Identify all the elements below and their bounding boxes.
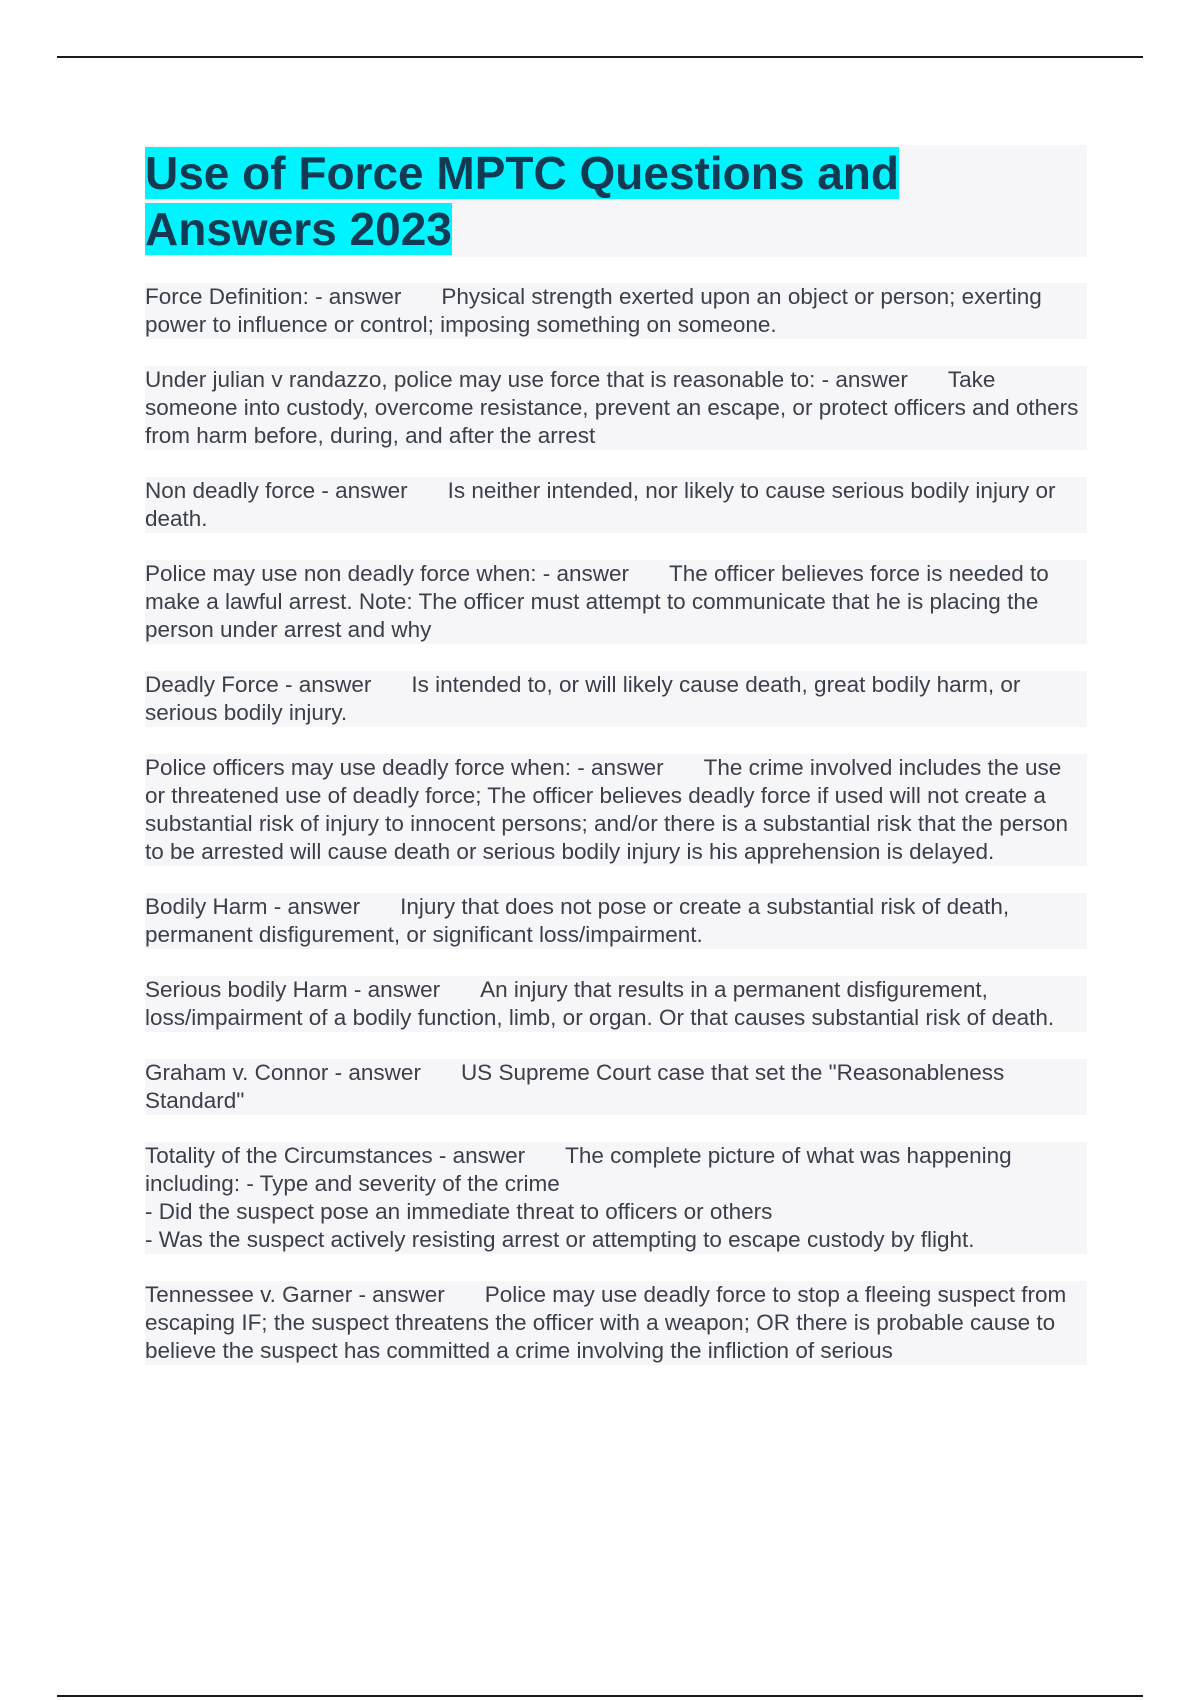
qa-definition: Injury that does not pose or create a substantial risk of death, permanent disfigurement, or significant loss/impairment. [145,894,1010,947]
qa-definition: The complete picture of what was happening including: - Type and severity of the crime - Did the suspect pose an immediate threat to officers or others - Was the suspect actively resisting arrest or attempting to escape custody by flight. [145,1143,1012,1252]
qa-definition: Is neither intended, nor likely to cause serious bodily injury or death. [145,478,1056,531]
qa-definition: Police may use deadly force to stop a fleeing suspect from escaping IF; the suspect threatens the officer with a weapon; OR there is probable cause to believe the suspect has committed a crime involving the infliction of serious [145,1282,1067,1363]
qa-entry [145,1281,1087,1365]
qa-entry [145,283,1087,339]
qa-term: Force Definition: - answer [145,284,402,309]
title-block [145,145,1087,257]
qa-term: Bodily Harm - answer [145,894,361,919]
qa-entry [145,893,1087,949]
qa-definition: Is intended to, or will likely cause death, great bodily harm, or serious bodily injury. [145,672,1021,725]
qa-term: Police may use non deadly force when: - answer [145,561,630,586]
qa-term: Under julian v randazzo, police may use force that is reasonable to: - answer [145,367,908,392]
page-title [145,145,1087,257]
qa-definition: Physical strength exerted upon an object or person; exerting power to influence or control; imposing something on someone. [145,284,1042,337]
qa-definition: An injury that results in a permanent disfigurement, loss/impairment of a bodily function, limb, or organ. Or that causes substantial risk of death. [145,977,1055,1030]
qa-term: Non deadly force - answer [145,478,408,503]
qa-definition: The crime involved includes the use or threatened use of deadly force; The officer believes deadly force if used will not create a substantial risk of injury to innocent persons; and/or there is a substantial risk that the person to be arrested will cause death or serious bodily injury is his apprehension is delayed. [145,755,1068,864]
qa-entry [145,754,1087,866]
qa-definition: US Supreme Court case that set the "Reasonableness Standard" [145,1060,1005,1113]
qa-entry [145,560,1087,644]
qa-term: Deadly Force - answer [145,672,372,697]
qa-term: Graham v. Connor - answer [145,1060,421,1085]
page-title-text: Use of Force MPTC Questions and Answers 2023 [145,147,899,255]
bottom-rule [57,1695,1143,1697]
qa-entry [145,366,1087,450]
qa-entry [145,1059,1087,1115]
qa-entry [145,976,1087,1032]
qa-definition: Take someone into custody, overcome resistance, prevent an escape, or protect officers and others from harm before, during, and after the arrest [145,367,1079,448]
qa-term: Serious bodily Harm - answer [145,977,441,1002]
qa-entry [145,671,1087,727]
qa-entry [145,1142,1087,1254]
qa-term: Totality of the Circumstances - answer [145,1143,526,1168]
qa-entry [145,477,1087,533]
qa-list [145,283,1087,1392]
top-rule [57,56,1143,58]
qa-term: Police officers may use deadly force when: - answer [145,755,664,780]
qa-term: Tennessee v. Garner - answer [145,1282,445,1307]
qa-definition: The officer believes force is needed to make a lawful arrest. Note: The officer must attempt to communicate that he is placing the person under arrest and why [145,561,1049,642]
